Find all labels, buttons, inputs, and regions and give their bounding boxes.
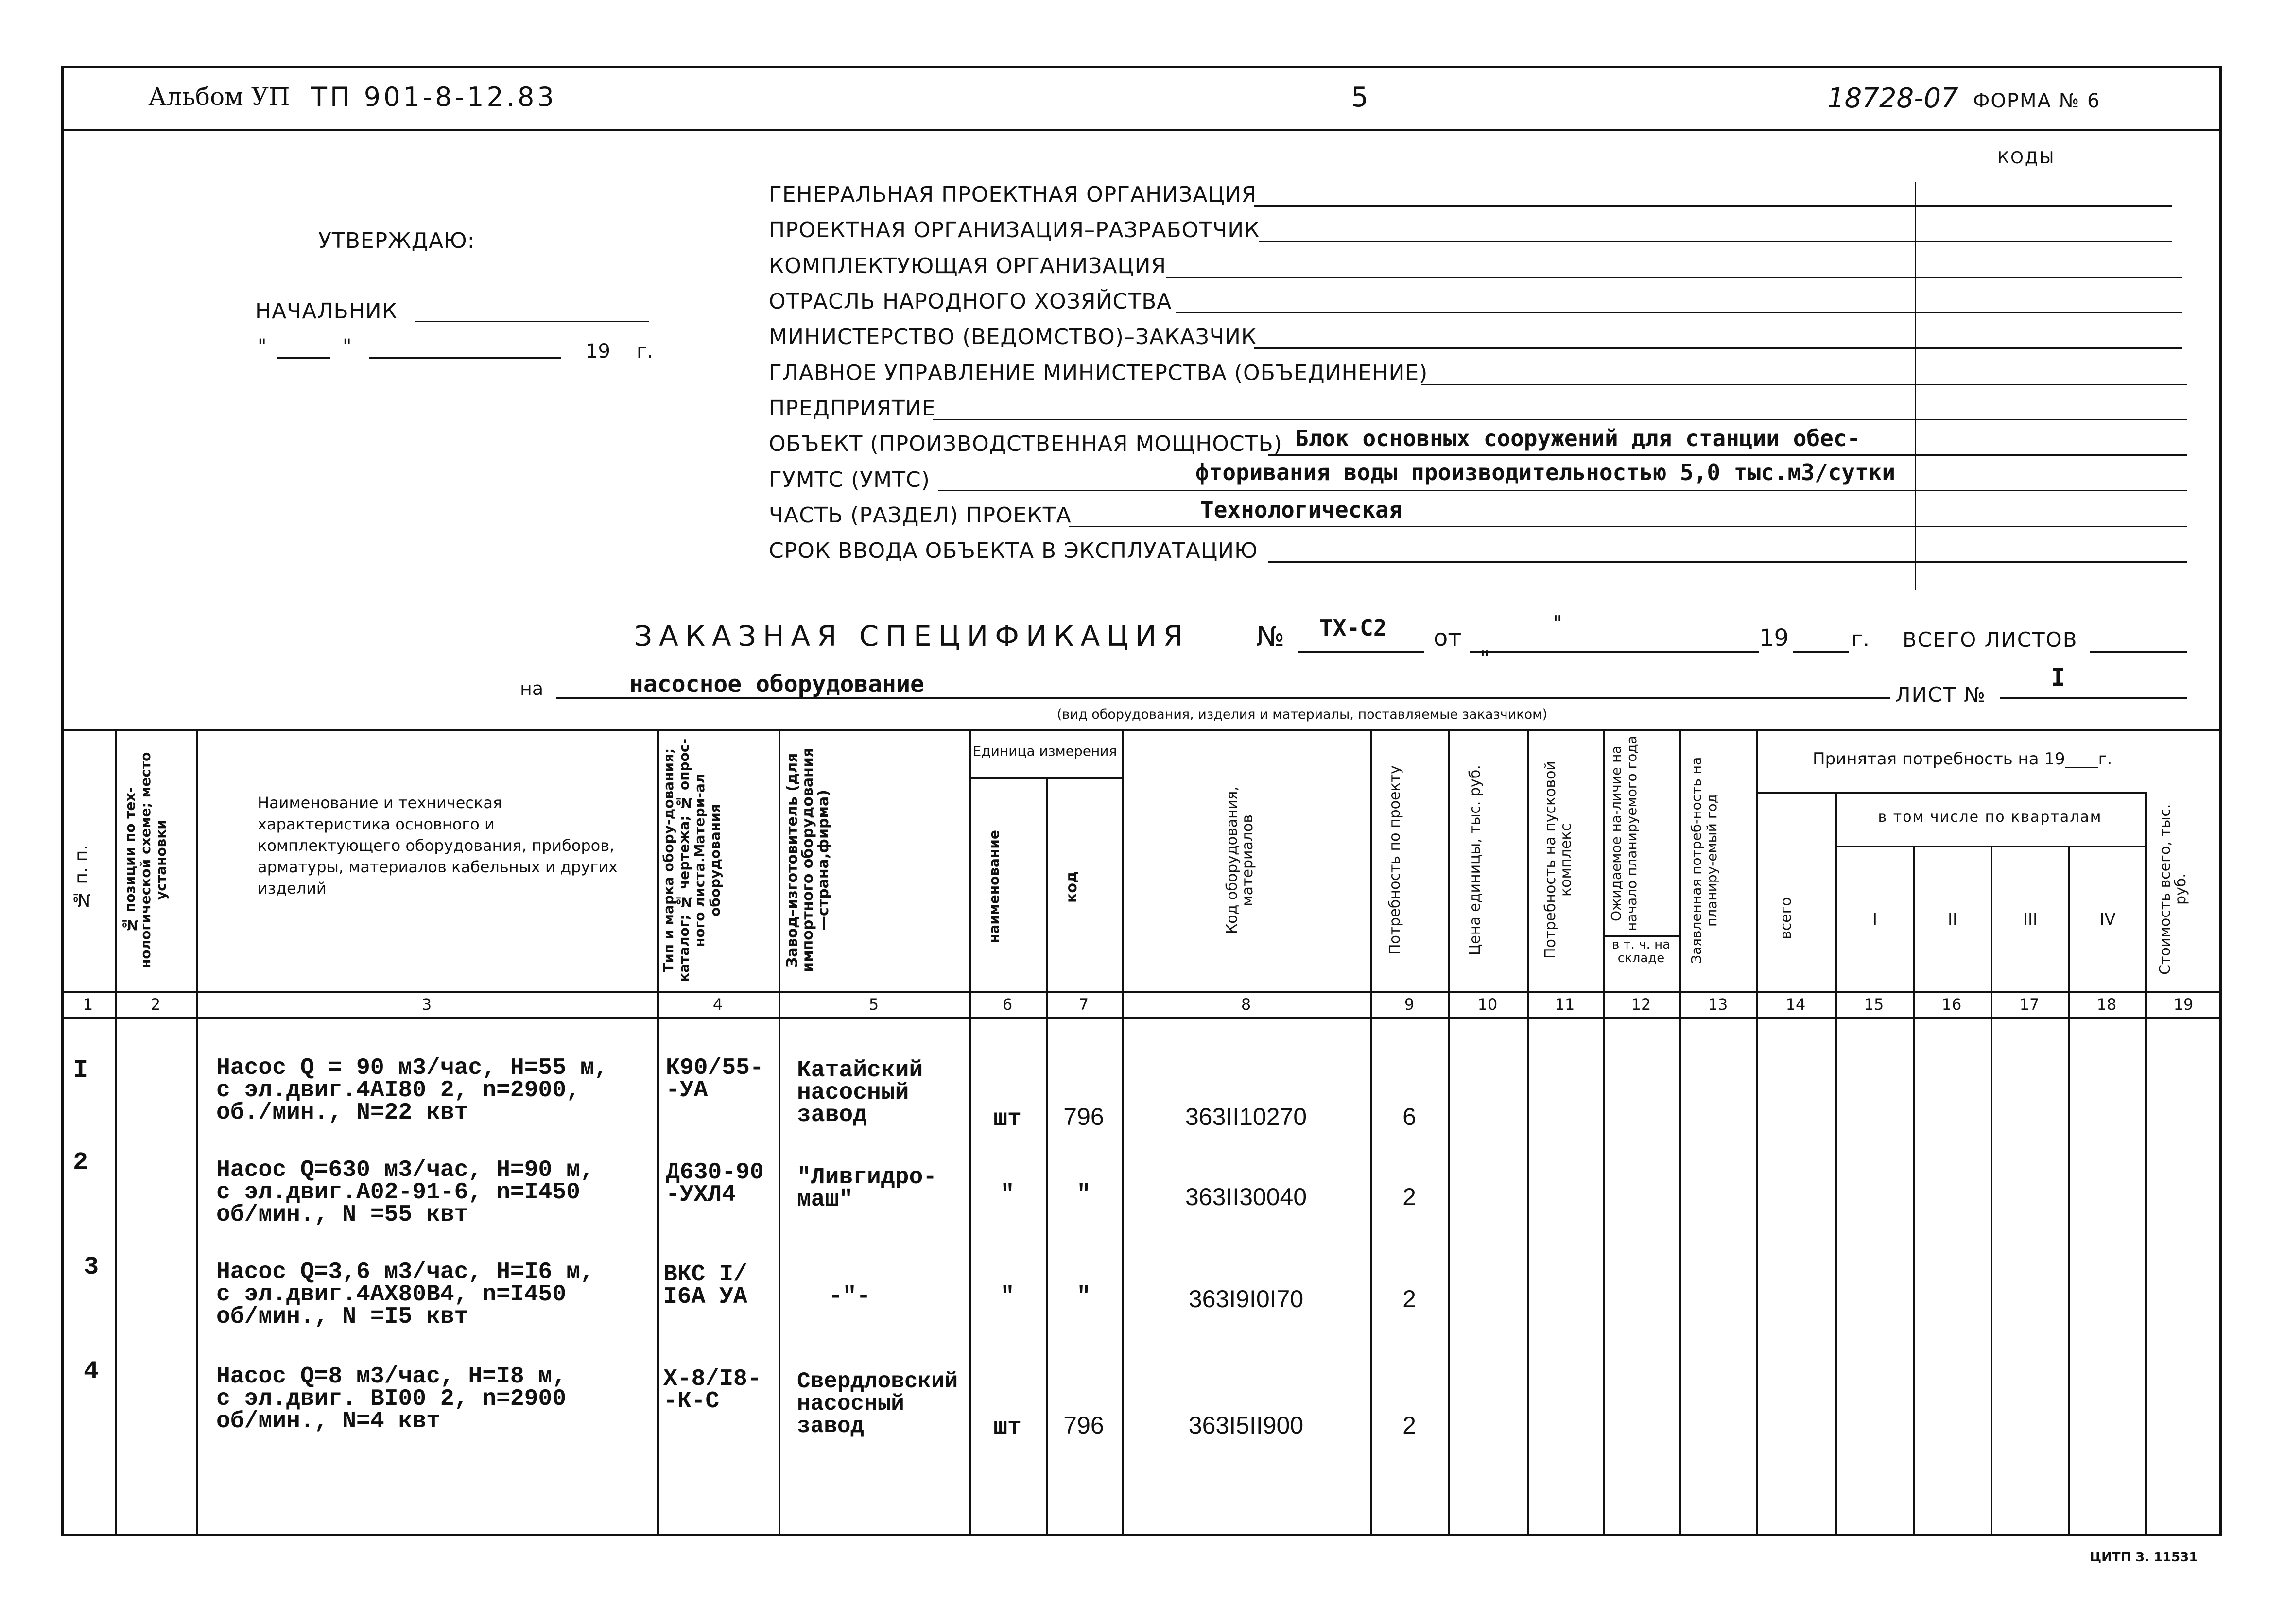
form-label: ФОРМА № 6: [1973, 90, 2101, 112]
org-field-label: ПРОЕКТНАЯ ОРГАНИЗАЦИЯ–РАЗРАБОТЧИК: [769, 218, 1260, 242]
org-field-line: [1254, 347, 2182, 349]
org-field-label: КОМПЛЕКТУЮЩАЯ ОРГАНИЗАЦИЯ: [769, 254, 1167, 278]
year-prefix: 19: [586, 340, 610, 363]
row-quantity: 2: [1402, 1183, 1416, 1210]
col-divider: [779, 729, 780, 1536]
column-number: 8: [1241, 995, 1251, 1014]
row-quantity: 6: [1402, 1103, 1416, 1130]
org-field-line: [1268, 561, 2187, 563]
col-divider: [2145, 792, 2147, 1536]
column-number: 16: [1941, 995, 1962, 1014]
row-unit: ": [1000, 1283, 1015, 1310]
row-type: Д630-90 -УХЛ4: [666, 1159, 764, 1208]
row-manufacturer: Свердловский насосный завод: [797, 1369, 958, 1439]
row-unit: шт: [993, 1415, 1021, 1441]
row-type: К90/55- -УА: [666, 1055, 764, 1104]
row-quantity: 2: [1402, 1412, 1416, 1439]
total-sheets-label: ВСЕГО ЛИСТОВ: [1903, 628, 2078, 652]
top-bar-divider: [61, 129, 2222, 131]
row-code: 363II30040: [1185, 1183, 1307, 1210]
row-description: Насос Q=3,6 м3/час, Н=I6 м, с эл.двиг.4АХ80В4, n=I450 об/мин., N =I5 квт: [216, 1259, 594, 1330]
row-number: 4: [84, 1357, 99, 1386]
column-number: 13: [1708, 995, 1728, 1014]
row-unit-code: 796: [1063, 1103, 1104, 1130]
spec-quote-b: ": [1480, 646, 1490, 671]
object-value: Блок основных сооружений для станции обес-: [1295, 425, 1861, 451]
org-field-line: [1421, 384, 2187, 385]
column-number: 18: [2096, 995, 2117, 1014]
org-field-label: ГЕНЕРАЛЬНАЯ ПРОЕКТНАЯ ОРГАНИЗАЦИЯ: [769, 182, 1257, 207]
spec-year-suffix: г.: [1852, 627, 1870, 652]
column-number: 15: [1864, 995, 1884, 1014]
column-number: 1: [83, 995, 93, 1014]
org-field-line: [1268, 454, 2187, 456]
spec-caption: (вид оборудования, изделия и материалы, поставляемые заказчиком): [1057, 707, 1548, 722]
date-quote-open: ": [258, 335, 267, 358]
column-number: 6: [1002, 995, 1013, 1014]
reference-number: 18728-07: [1827, 83, 1958, 114]
column-number: 12: [1631, 995, 1651, 1014]
spec-from-label: от: [1434, 624, 1462, 652]
row-type: Х-8/I8- -К-С: [663, 1366, 762, 1415]
header-col-16: II: [1947, 910, 1958, 929]
total-sheets-line: [2090, 651, 2187, 653]
header-col-8: Код оборудования, материалов: [1224, 786, 1256, 934]
column-number: 10: [1477, 995, 1498, 1014]
header-col-5: Завод–изготовитель (для импортного оборудования —страна,фирма): [784, 747, 832, 973]
header-col-7: код: [1063, 871, 1080, 903]
column-number: 19: [2173, 995, 2194, 1014]
spec-number-label: №: [1256, 621, 1285, 653]
month-line: [369, 357, 561, 359]
spec-year-line: [1793, 651, 1849, 653]
header-bottom-border: [61, 991, 2222, 993]
row-number: 3: [84, 1253, 99, 1281]
org-field-label: МИНИСТЕРСТВО (ВЕДОМСТВО)–ЗАКАЗЧИК: [769, 325, 1257, 349]
row-code: 363I5II900: [1188, 1412, 1304, 1439]
col-divider: [1603, 729, 1605, 1536]
sheet-value: I: [2051, 663, 2066, 691]
org-field-label: ЧАСТЬ (РАЗДЕЛ) ПРОЕКТА: [769, 503, 1072, 528]
org-field-line: [1176, 312, 2182, 313]
day-line: [277, 357, 330, 359]
date-quote-close: ": [343, 335, 352, 358]
header-col-1: № п. п.: [71, 845, 91, 910]
header-col-3: Наименование и техническая характеристика основного и комплектующего оборудования, приборов, арматуры, материалов кабельных и других изделий: [258, 794, 618, 898]
col-divider: [969, 729, 971, 1536]
row-unit-code: ": [1076, 1283, 1091, 1310]
chief-signature-line: [415, 321, 649, 322]
col-divider: [1448, 729, 1450, 1536]
units-subheader-line: [969, 777, 1122, 779]
col-divider: [1913, 846, 1915, 1536]
row-unit-code: ": [1076, 1181, 1091, 1208]
header-col-11: Потребность на пусковой комплекс: [1542, 761, 1575, 959]
column-number: 3: [421, 995, 432, 1014]
quarters-subheader-line: [1835, 846, 2145, 847]
header-col-6: наименование: [986, 830, 1002, 944]
row-code: 363I9I0I70: [1188, 1285, 1304, 1313]
accepted-subheader-line: [1756, 792, 2145, 794]
org-field-line: [1166, 277, 2182, 278]
col-divider: [1756, 729, 1758, 1536]
codes-divider: [1915, 182, 1916, 590]
units-header: Единица измерения: [972, 743, 1117, 759]
album-label: Альбом УП: [148, 83, 290, 111]
column-number: 11: [1555, 995, 1575, 1014]
col-divider: [1527, 729, 1529, 1536]
row-number: I: [73, 1056, 88, 1085]
column-number: 9: [1404, 995, 1415, 1014]
row-quantity: 2: [1402, 1285, 1416, 1313]
spec-title: ЗАКАЗНАЯ СПЕЦИФИКАЦИЯ: [634, 620, 1190, 653]
col-divider: [657, 729, 659, 1536]
spec-year-label: 19: [1759, 624, 1789, 652]
project-part-value: Технологическая: [1200, 497, 1402, 523]
row-manufacturer: -"-: [829, 1283, 871, 1310]
org-field-label: ОБЪЕКТ (ПРОИЗВОДСТВЕННАЯ МОЩНОСТЬ): [769, 432, 1282, 456]
header-col-9: Потребность по проекту: [1386, 765, 1403, 955]
header-col-12-stock: в т. ч. на складе: [1611, 937, 1671, 966]
col-divider: [1991, 846, 1992, 1536]
col-divider: [2068, 846, 2070, 1536]
on-label: на: [520, 678, 544, 699]
header-col-13: Заявленная потреб-ность на планиру-емый год: [1688, 757, 1720, 964]
header-col-4: Тип и марка обору-дования; каталог; № чертежа; № опрос-ного листа.Матери-ал оборудования: [660, 738, 723, 982]
row-manufacturer: "Ливгидро- маш": [797, 1164, 937, 1213]
header-col-19: Стоимость всего, тыс. руб.: [2157, 804, 2189, 975]
org-field-label: ГЛАВНОЕ УПРАВЛЕНИЕ МИНИСТЕРСТВА (ОБЪЕДИНЕНИЕ): [769, 361, 1428, 385]
org-field-label: ОТРАСЛЬ НАРОДНОГО ХОЗЯЙСТВА: [769, 289, 1172, 314]
spec-number-line: [1298, 651, 1424, 653]
row-unit: ": [1000, 1181, 1015, 1208]
on-value: насосное оборудование: [629, 671, 924, 698]
header-col-10: Цена единицы, тыс. руб.: [1467, 765, 1484, 955]
header-col-18: IV: [2099, 910, 2116, 929]
approve-label: УТВЕРЖДАЮ:: [318, 228, 475, 253]
doc-code: ТП 901-8-12.83: [311, 82, 557, 112]
col-divider: [1679, 729, 1681, 1536]
column-numbers-bottom-border: [61, 1017, 2222, 1019]
codes-label: КОДЫ: [1997, 148, 2056, 168]
col-divider: [196, 729, 198, 1536]
footer-stamp: ЦИТП З. 11531: [2090, 1550, 2198, 1565]
quarters-header: в том числе по кварталам: [1878, 809, 2102, 826]
org-field-line: [933, 419, 2187, 420]
year-suffix: г.: [637, 340, 653, 363]
spec-number-value: ТХ-С2: [1319, 615, 1387, 641]
org-field-label: ПРЕДПРИЯТИЕ: [769, 396, 936, 421]
org-field-label: ГУМТС (УМТС): [769, 467, 930, 492]
org-field-line: [1069, 526, 2187, 527]
sheet-line: [2000, 697, 2187, 699]
row-description: Насос Q=8 м3/час, Н=I8 м, с эл.двиг. ВI00 2, n=2900 об/мин., N=4 квт: [216, 1364, 567, 1434]
spec-date-line: [1470, 651, 1759, 653]
chief-label: НАЧАЛЬНИК: [255, 299, 398, 324]
umts-value: фторивания воды производительностью 5,0 тыс.м3/сутки: [1195, 459, 1896, 485]
column-number: 7: [1078, 995, 1089, 1014]
row-description: Насос Q=630 м3/час, Н=90 м, с эл.двиг.А02-91-6, n=I450 об/мин., N =55 квт: [216, 1157, 594, 1228]
column-number: 5: [868, 995, 879, 1014]
org-field-line: [1259, 241, 2172, 242]
row-number: 2: [73, 1148, 88, 1177]
row-description: Насос Q = 90 м3/час, Н=55 м, с эл.двиг.4AI80 2, n=2900, об./мин., N=22 квт: [216, 1055, 608, 1126]
column-number: 14: [1785, 995, 1806, 1014]
spec-quote-a: ": [1553, 611, 1563, 636]
org-field-line: [938, 490, 2187, 491]
col-divider: [1835, 792, 1837, 1536]
column-number: 17: [2019, 995, 2040, 1014]
stock-subheader-line: [1603, 935, 1679, 937]
table-top-border: [61, 729, 2222, 731]
row-unit-code: 796: [1063, 1412, 1104, 1439]
column-number: 2: [150, 995, 161, 1014]
header-col-2: № позиции по тех-нологической схеме; место установки: [122, 752, 169, 968]
org-field-line: [1254, 205, 2172, 207]
accepted-header: Принятая потребность на 19____г.: [1813, 749, 2112, 769]
header-col-15: I: [1872, 910, 1878, 929]
row-unit: шт: [993, 1106, 1021, 1132]
org-field-label: СРОК ВВОДА ОБЪЕКТА В ЭКСПЛУАТАЦИЮ: [769, 538, 1258, 563]
on-value-line: [556, 697, 1890, 699]
column-number: 4: [712, 995, 723, 1014]
row-manufacturer: Катайский насосный завод: [797, 1057, 923, 1128]
row-code: 363II10270: [1185, 1103, 1307, 1130]
col-divider: [115, 729, 117, 1536]
header-col-14: всего: [1778, 897, 1795, 940]
header-col-17: III: [2023, 910, 2038, 929]
header-col-12: Ожидаемое на-личие на начало планируемого года: [1608, 736, 1640, 931]
row-type: ВКС I/ I6A УА: [663, 1261, 747, 1310]
sheet-label: ЛИСТ №: [1895, 683, 1987, 707]
page-number: 5: [1351, 82, 1368, 113]
